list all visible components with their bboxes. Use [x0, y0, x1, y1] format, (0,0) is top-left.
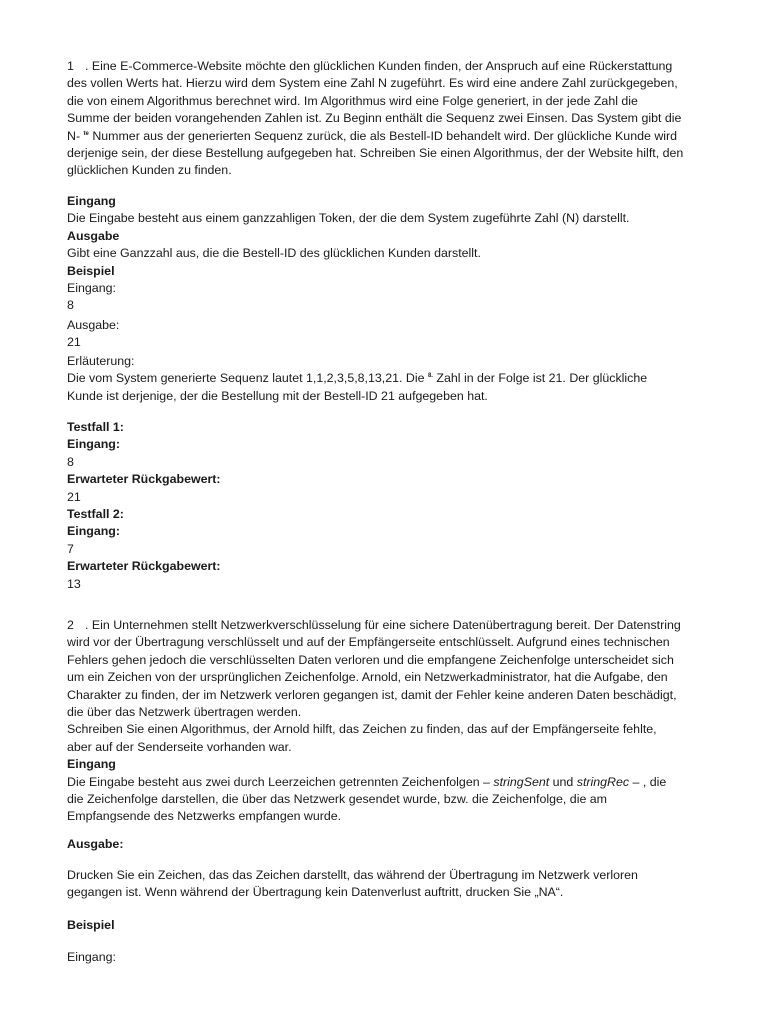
testcase-expected-value: 21	[67, 489, 81, 504]
string-sent-term: stringSent	[493, 774, 550, 789]
testcase-input-value: 7	[67, 541, 74, 556]
ordinal-suffix: te	[83, 130, 89, 137]
ordinal-suffix: 8.	[427, 373, 433, 380]
explanation-line: Kunde ist derjenige, der die Bestellung mit der Bestell-ID 21 aufgegeben hat.	[67, 388, 488, 403]
input-description: Die Eingabe besteht aus einem ganzzahligen Token, der die dem System zugeführte Zahl (N) darstellt.	[67, 211, 630, 226]
task1-intro-line: Summe der beiden vorangehenden Zahlen ist. Zu Beginn enthält die Sequenz zwei Einsen. Das System gibt die	[67, 111, 682, 126]
explanation-line: Die vom System generierte Sequenz lautet 1,1,2,3,5,8,13,21. Die $^{8.}$ Zahl in der Folge ist 21. Der glückliche	[67, 371, 648, 386]
task2-number: 2	[67, 618, 74, 632]
task1-intro	[67, 58, 707, 180]
task1-number: 1	[67, 59, 74, 73]
example-output-label: Ausgabe:	[67, 318, 120, 332]
task1-intro-line: glücklichen Kunden zu finden.	[67, 163, 232, 178]
task1-intro-line: derjenige sein, der diese Bestellung aufgegeben hat. Schreiben Sie einen Algorithmus, der der Website hilft, den	[67, 146, 684, 161]
testcase-expected-label: Erwarteter Rückgabewert:	[67, 472, 221, 487]
explanation-label: Erläuterung:	[67, 354, 135, 368]
task2-intro-line: Charakter zu finden, der im Netzwerk verloren gegangen ist, damit der Fehler keine anderen Daten beschädigt,	[67, 687, 677, 702]
task2-intro-line: Schreiben Sie einen Algorithmus, der Arnold hilft, das Zeichen zu finden, das auf der Empfängerseite fehlte,	[67, 722, 657, 737]
string-rec-term: stringRec	[576, 774, 630, 789]
output-description-line: Drucken Sie ein Zeichen, das das Zeichen darstellt, das während der Übertragung im Netzwerk verloren	[67, 868, 638, 882]
testcase-title: Testfall 2:	[67, 507, 124, 522]
testcase-expected-value: 13	[67, 576, 81, 591]
task2-intro-line: 2 . Ein Unternehmen stellt Netzwerkverschlüsselung für eine sichere Datenübertragung bereit. Der Datenstring	[67, 617, 707, 634]
task2-intro-line: Fehlers gehen jedoch die verschlüsselten Daten verloren und die empfangene Zeichenfolge unterscheidet sich	[67, 652, 674, 667]
task2-output-heading: Ausgabe:	[67, 837, 124, 851]
testcase-expected-label: Erwarteter Rückgabewert:	[67, 559, 221, 574]
testcase-input-label: Eingang:	[67, 437, 120, 452]
task1-intro-line: des vollen Werts hat. Hierzu wird dem System eine Zahl N zugeführt. Es wird eine andere Zahl zurückgegeben,	[67, 76, 678, 91]
example-output-value: 21	[67, 335, 81, 350]
task2-intro	[67, 617, 707, 826]
task1-spec	[67, 193, 707, 297]
task2-intro-line: um ein Zeichen von der ursprünglichen Zeichenfolge. Arnold, ein Netzwerkadministrator, hat die Aufgabe, den	[67, 670, 668, 685]
example-heading: Beispiel	[67, 263, 115, 278]
task2-output-description	[67, 867, 707, 902]
task1-example-input-value: 8	[67, 298, 74, 312]
task2-example-input-label: Eingang:	[67, 950, 116, 964]
testcase-input-value: 8	[67, 454, 74, 469]
task1-intro-line: die von einem Algorithmus berechnet wird. Im Algorithmus wird eine Folge generiert, in der jede Zahl die	[67, 93, 638, 108]
input-description: Empfangsende des Netzwerks empfangen wurde.	[67, 809, 342, 824]
output-description: Gibt eine Ganzzahl aus, die die Bestell-ID des glücklichen Kunden darstellt.	[67, 246, 481, 261]
input-heading: Eingang	[67, 757, 116, 772]
task1-intro-line: 1 . Eine E-Commerce-Website möchte den glücklichen Kunden finden, der Anspruch auf eine Rückerstattung	[67, 58, 707, 75]
task1-explanation	[67, 353, 707, 405]
task2-example-heading: Beispiel	[67, 918, 115, 932]
task1-example-output	[67, 317, 707, 352]
example-input-label: Eingang:	[67, 281, 116, 296]
task1-intro-line: N- $^{te}$ Nummer aus der generierten Sequenz zurück, die als Bestell-ID behandelt wird. Der glückliche Kunde wird	[67, 128, 678, 143]
input-description: Die Eingabe besteht aus zwei durch Leerzeichen getrennten Zeichenfolgen – stringSent und stringRec – , die	[67, 774, 667, 789]
input-heading: Eingang	[67, 194, 116, 208]
task2-intro-line: aber auf der Senderseite vorhanden war.	[67, 739, 292, 754]
output-heading: Ausgabe	[67, 228, 120, 243]
testcase-input-label: Eingang:	[67, 524, 120, 539]
output-description-line: gegangen ist. Wenn während der Übertragung kein Datenverlust auftritt, drucken Sie „NA“.	[67, 885, 564, 900]
task2-intro-line: die über das Netzwerk übertragen werden.	[67, 705, 302, 720]
testcase-title: Testfall 1:	[67, 420, 124, 434]
test-cases	[67, 419, 707, 593]
input-description: die Zeichenfolge darstellen, die über das Netzwerk gesendet wurde, bzw. die Zeichenfolge, die am	[67, 792, 607, 807]
task2-intro-line: wird vor der Übertragung verschlüsselt und auf der Empfängerseite entschlüsselt. Aufgrund eines technischen	[67, 635, 670, 650]
